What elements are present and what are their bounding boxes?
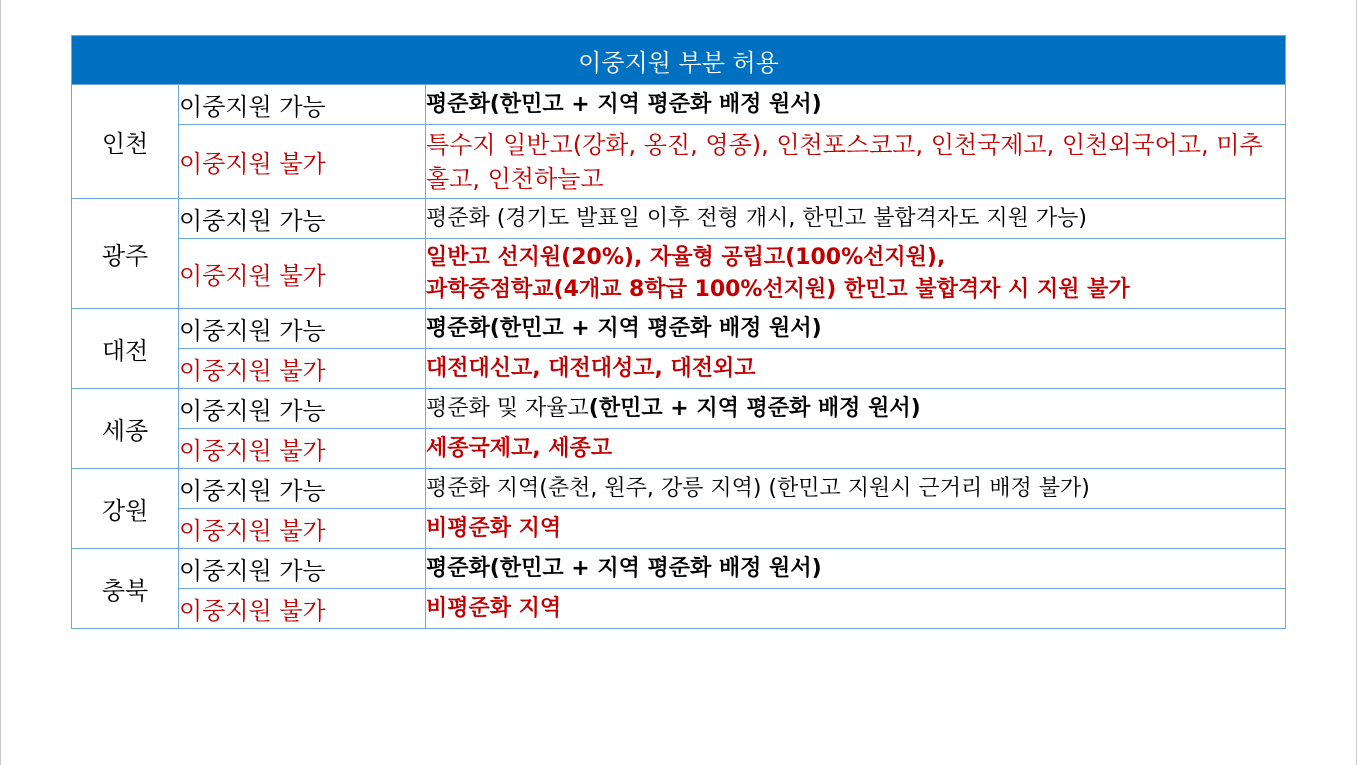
dual-application-table (71, 35, 1286, 629)
possible-label: 이중지원 가능 (179, 389, 426, 429)
impossible-label: 이중지원 불가 (179, 349, 426, 389)
impossible-description-line2: 과학중점학교(4개교 8학급 100%선지원) 한민고 불합격자 시 지원 불가 (426, 276, 1130, 302)
impossible-label: 이중지원 불가 (179, 429, 426, 469)
table-row (72, 349, 1286, 389)
region-cell: 강원 (72, 469, 179, 549)
possible-description: 평준화 (경기도 발표일 이후 전형 개시, 한민고 불합격자도 지원 가능) (426, 199, 1286, 239)
table-row (72, 589, 1286, 629)
impossible-description: 특수지 일반고(강화, 옹진, 영종), 인천포스코고, 인천국제고, 인천외국어고, 미추홀고, 인천하늘고 (426, 125, 1286, 199)
impossible-label: 이중지원 불가 (179, 125, 426, 199)
impossible-label: 이중지원 불가 (179, 589, 426, 629)
possible-label: 이중지원 가능 (179, 549, 426, 589)
table-row (72, 469, 1286, 509)
table-row (72, 509, 1286, 549)
possible-description: 평준화 지역(춘천, 원주, 강릉 지역) (한민고 지원시 근거리 배정 불가) (426, 469, 1286, 509)
impossible-label: 이중지원 불가 (179, 239, 426, 309)
impossible-description: 비평준화 지역 (426, 589, 1286, 629)
impossible-label: 이중지원 불가 (179, 509, 426, 549)
table-title: 이중지원 부분 허용 (72, 36, 1286, 85)
impossible-description (426, 239, 1286, 309)
possible-label: 이중지원 가능 (179, 469, 426, 509)
table-row (72, 85, 1286, 125)
possible-description: 평준화(한민고 + 지역 평준화 배정 원서) (426, 309, 1286, 349)
table-row (72, 389, 1286, 429)
possible-description: 평준화(한민고 + 지역 평준화 배정 원서) (426, 85, 1286, 125)
region-cell: 광주 (72, 199, 179, 309)
possible-description-bold: (한민고 + 지역 평준화 배정 원서) (588, 395, 921, 421)
possible-description: 평준화(한민고 + 지역 평준화 배정 원서) (426, 549, 1286, 589)
possible-label: 이중지원 가능 (179, 85, 426, 125)
table-row (72, 199, 1286, 239)
possible-description-plain: 평준화 및 자율고 (426, 395, 589, 421)
possible-label: 이중지원 가능 (179, 309, 426, 349)
impossible-description: 비평준화 지역 (426, 509, 1286, 549)
impossible-description: 대전대신고, 대전대성고, 대전외고 (426, 349, 1286, 389)
table-row (72, 239, 1286, 309)
table-row (72, 429, 1286, 469)
page-edge-left (0, 0, 1, 765)
impossible-description: 세종국제고, 세종고 (426, 429, 1286, 469)
region-cell: 대전 (72, 309, 179, 389)
table-row (72, 125, 1286, 199)
possible-description (426, 389, 1286, 429)
region-cell: 충북 (72, 549, 179, 629)
table-row (72, 549, 1286, 589)
impossible-description-line1: 일반고 선지원(20%), 자율형 공립고(100%선지원), (426, 244, 946, 270)
table-row (72, 309, 1286, 349)
page-edge-right (1356, 0, 1357, 765)
region-cell: 인천 (72, 85, 179, 199)
possible-label: 이중지원 가능 (179, 199, 426, 239)
region-cell: 세종 (72, 389, 179, 469)
